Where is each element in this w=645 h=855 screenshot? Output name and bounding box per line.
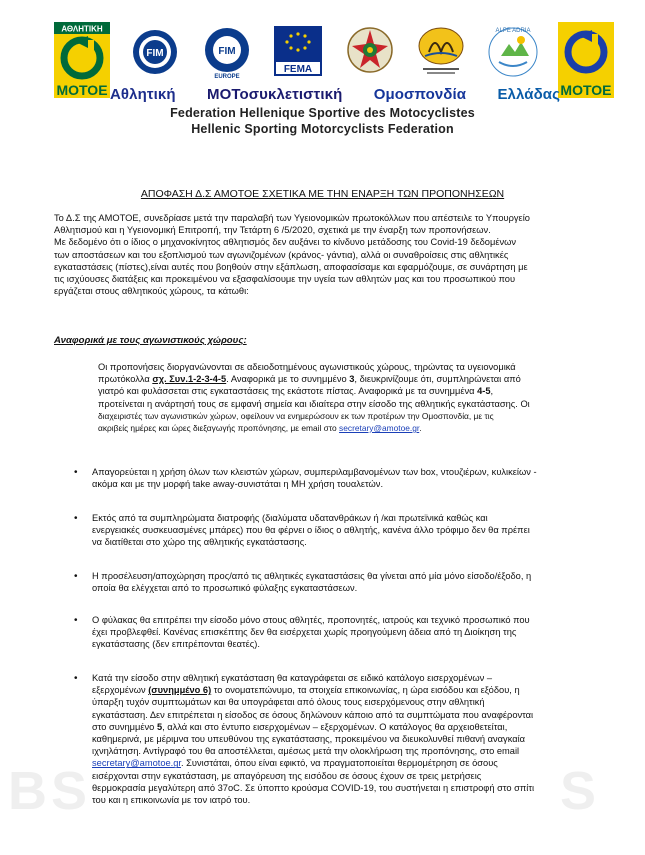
document-title: ΑΠΟΦΑΣΗ Δ.Σ ΑΜΟΤΟΕ ΣΧΕΤΙΚΑ ΜΕ ΤΗΝ ΕΝΑΡΞΗ ΤΩΝ ΠΡΟΠΟΝΗΣΕΩΝ bbox=[140, 188, 505, 200]
motoe-band: ΜΟΤΟΕ bbox=[558, 82, 614, 98]
bullet-item: Κατά την είσοδο στην αθλητική εγκατάσταση θα καταγράφεται σε ειδικό κατάλογο εισερχομένων – εξερχομένων (συνημμένο 6) το ονοματεπώνυμο, τα στοιχεία επικοινωνίας, η ώρα εισόδου και εξόδου, η ύπαρξη τυχόν συμπτωμάτων και θα υπογράφεται από όλους τους εισερχόμενους στην αθλητική εγκατάσταση. Δεν επιτρέπεται η είσοδος σε όσους δηλώνουν κάποιο από τα συμπτώματα που αναφέρονται στο συνημμένο 5, αλλά και στο έντυπο εισερχομένων – εξερχομένων. Ο κατάλογος θα αρχειοθετείται, καθημερινά, με μέριμνα του υπευθύνου της εγκατάστασης, προκειμένου να διευκολυνθεί πιθανή αναγκαία ιχνηλάτηση. Αντίγραφό του θα αποστέλλεται, αμέσως μετά την ολοκλήρωση της προπόνησης, στο email secretary@amotoe.gr. Συνιστάται, όπου είναι εφικτό, να πραγματοποιείται θερμομέτρηση σε όσους εισέρχονται στην εγκατάσταση, με απαγόρευση της εισόδου σε όσους έχουν σε τρεις μετρήσεις θερμοκρασία μεγαλύτερη από 37oC. Σε ύποπτο κρούσμα COVID-19, του συστήνεται η επιστροφή στο σπίτι του και η επικοινωνία με τον ιατρό του. bbox=[92, 673, 535, 806]
motoe-logo bbox=[558, 22, 614, 98]
intro-line: τις ισχύουσες διατάξεις και προκειμένου να εξασφαλίσουμε την υγεία των αθλητών μας και του προσωπικού που bbox=[54, 274, 516, 285]
fema-logo bbox=[272, 22, 324, 80]
federation-name-en: Hellenic Sporting Motorcyclists Federation bbox=[191, 122, 454, 136]
indent-line: προτείνεται η ανάρτησή τους σε εμφανή σημεία και ιδιαίτερα στην είσοδο της αθλητικής εγκατάστασης. Οι bbox=[98, 398, 530, 409]
bullet-point-icon: • bbox=[74, 571, 78, 582]
intro-line: των αποστάσεων και του εξοπλισμού των αγωνιζομένων (κράνος- γάντια), αλλά οι συναθροίσεις στις αθλητικές bbox=[54, 249, 509, 260]
attachments-reference: σχ. Συν.1-2-3-4-5 bbox=[152, 374, 227, 385]
alpe-adria-logo bbox=[487, 22, 539, 80]
training-venues-paragraph bbox=[98, 361, 604, 434]
multicolor-emblem-logo bbox=[344, 22, 396, 80]
section-heading: Αναφορικά με τους αγωνιστικούς χώρους: bbox=[54, 335, 247, 346]
attachment-6-reference: (συνημμένο 6) bbox=[148, 685, 212, 696]
indent-line: ακριβείς ημέρες και ώρες διεξαγωγής προπόνησης, με email στο secretary@amotoe.gr. bbox=[98, 423, 422, 434]
athlitiki-motoe-band: ΜΟΤΟΕ bbox=[54, 82, 110, 98]
label-word-motosykletistiki: ΜΟΤοσυκλετιστική bbox=[207, 86, 343, 103]
intro-paragraph bbox=[54, 212, 602, 297]
fema-caption: FEMA bbox=[284, 64, 313, 75]
label-word-elladas: Ελλάδας bbox=[497, 86, 560, 103]
bullet-item: Η προσέλευση/αποχώρηση προς/από τις αθλητικές εγκαταστάσεις θα γίνεται από μία μόνο είσοδο/έξοδο, η οποία θα ελέγχεται από το προσωπικό φύλαξης εγκαταστάσεων. bbox=[92, 571, 532, 594]
bullet-point-icon: • bbox=[74, 673, 78, 684]
watermark-right: S bbox=[560, 761, 597, 821]
fim-europe-sub: EUROPE bbox=[214, 74, 240, 80]
watermark-left: BS bbox=[8, 761, 92, 821]
indent-line: διαχειριστές των αγωνιστικών χώρων, οφείλουν να ενημερώσουν εκ των προτέρων την Ομοσπονδία, με τις bbox=[98, 410, 494, 421]
intro-line: Με δεδομένο ότι ο ίδιος ο μηχανοκίνητος αθλητισμός δεν αυξάνει το κίνδυνο μετάδοσης του Covid-19 δεδομένων bbox=[54, 237, 517, 248]
fim-caption: FIM bbox=[146, 48, 165, 59]
email-link[interactable]: secretary@amotoe.gr bbox=[339, 423, 420, 434]
label-word-athlitiki: Αθλητική bbox=[110, 86, 176, 103]
athlitiki-motoe-logo bbox=[54, 22, 110, 98]
bullet-point-icon: • bbox=[74, 467, 78, 478]
federation-name-fr: Federation Hellenique Sportive des Motocyclistes bbox=[170, 106, 475, 120]
intro-line: εγκαταστάσεις (πίστες),είναι αυτές που βοηθούν στην εξάπλωση, αποφασίσαμε και εφαρμόζουμε, σε συνάρτηση με bbox=[54, 261, 528, 272]
bullet-item: Ο φύλακας θα επιτρέπει την είσοδο μόνο στους αθλητές, προπονητές, ιατρούς και τεχνικό προσωπικό που έχει προβλεφθεί. Κανένας επισκέπτης δεν θα εισέρχεται χωρίς προηγούμενη άδεια από τη Διοίκηση της εγκατάστασης (δεν επιτρέπονται θεατές). bbox=[92, 615, 530, 650]
fim-europe-logo bbox=[201, 22, 253, 80]
intro-line: εργάζεται στους αθλητικούς χώρους, τα κάτωθι: bbox=[54, 286, 249, 297]
palm-association-logo bbox=[415, 22, 467, 80]
bullet-point-icon: • bbox=[74, 615, 78, 626]
indent-line: γιατρό και φυλάσσεται στις εγκαταστάσεις της εκάστοτε πίστας. Αναφορικά με τα συνημμένα 4-5, bbox=[98, 386, 494, 397]
email-link[interactable]: secretary@amotoe.gr bbox=[92, 758, 182, 769]
intro-line: Αθλητισμού και η Υγειονομική Επιτροπή, την Τετάρτη 6 /5/2020, σχετικά με την έναρξη των προπονήσεων. bbox=[54, 225, 491, 236]
bullet-item: Απαγορεύεται η χρήση όλων των κλειστών χώρων, συμπεριλαμβανομένων των box, ντουζιέρων, κυλικείων - ακόμα και με την μορφή take away-συνιστάται η ΜΗ χρήση τουαλετών. bbox=[92, 467, 537, 490]
athlitiki-caption: ΑΘΛΗΤΙΚΗ bbox=[61, 24, 103, 34]
federation-label-row bbox=[110, 86, 560, 103]
intro-line: Το Δ.Σ της ΑΜΟΤΟΕ, συνεδρίασε μετά την παραλαβή των Υγειονομικών πρωτοκόλλων που απέστειλε το Υπουργείο bbox=[54, 213, 530, 223]
alpe-adria-caption: ALPE ADRIA bbox=[495, 28, 531, 34]
fim-europe-caption: FIM bbox=[218, 46, 236, 57]
bullet-item: Εκτός από τα συμπληρώματα διατροφής (διαλύματα υδατανθράκων ή /και πρωτεϊνικά καθώς και ενεργειακές συσκευασμένες μπάρες) που θα φέρνει ο ίδιος ο αθλητής, κανένα άλλο τρόφιμο δεν θα πρέπει να διατίθεται στο χώρο της αθλητικής εγκατάστασης. bbox=[92, 513, 530, 548]
fim-logo bbox=[129, 22, 181, 80]
indent-line: πρωτόκολλα σχ. Συν.1-2-3-4-5. Αναφορικά με το συνημμένο 3, διευκρινίζουμε ότι, συμπληρώνεται από bbox=[98, 374, 521, 385]
indent-line: Οι προπονήσεις διοργανώνονται σε αδειοδοτημένους αγωνιστικούς χώρους, τηρώντας τα υγειονομικά bbox=[98, 362, 516, 372]
bullet-point-icon: • bbox=[74, 513, 78, 524]
label-word-omospondia: Ομοσπονδία bbox=[373, 86, 467, 103]
